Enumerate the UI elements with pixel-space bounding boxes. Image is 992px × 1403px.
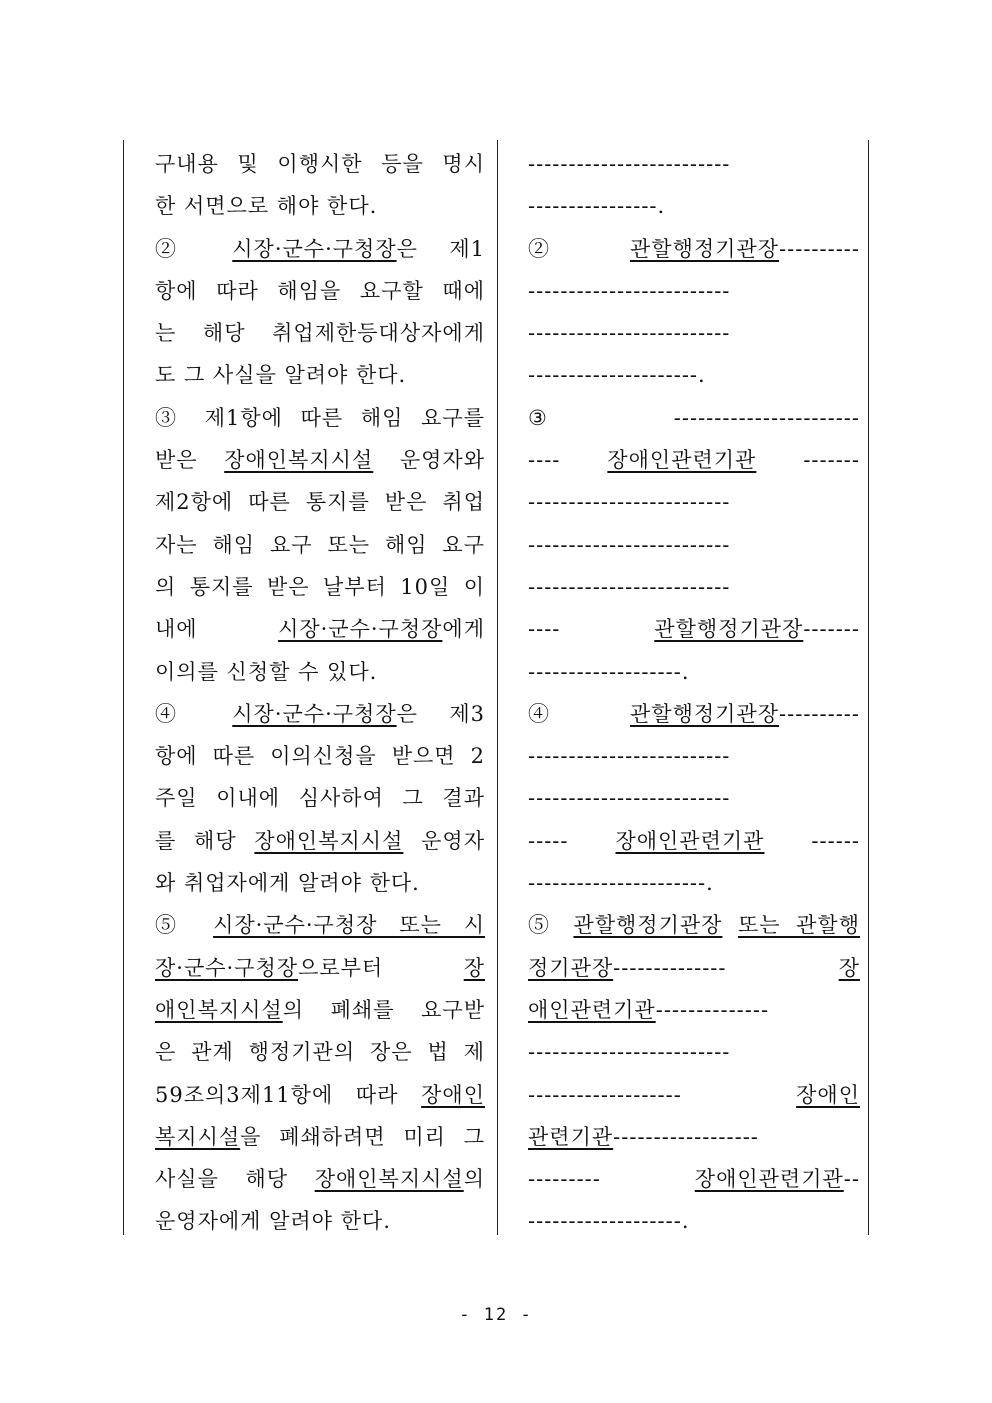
amendment-text-column <box>155 143 485 1243</box>
text-segment: ----------------. <box>528 194 666 219</box>
text-segment: -------------- <box>613 955 839 980</box>
underlined-term: 장·군수·구청장 <box>155 955 299 980</box>
page-number: - 12 - <box>459 1305 533 1325</box>
text-segment: 항에 따른 이의신청을 받으면 2 <box>155 744 485 769</box>
text-segment: ⑤ <box>155 913 214 938</box>
text-segment: ----- <box>528 828 616 853</box>
text-segment: ③ 제1항에 따른 해임 요구를 <box>155 405 485 430</box>
text-line <box>528 693 860 735</box>
text-line <box>528 439 860 481</box>
text-line <box>528 228 860 270</box>
underlined-term: 시장·군수·구청장 <box>232 236 397 261</box>
text-segment: ----------------------. <box>528 871 714 896</box>
text-segment: 한 서면으로 해야 한다. <box>155 194 378 219</box>
text-segment: ④ <box>528 701 631 726</box>
underlined-term: 장 <box>463 955 485 980</box>
left-border-rule <box>123 140 124 1235</box>
text-line <box>155 693 485 735</box>
underlined-term: 애인관련기관 <box>528 997 656 1022</box>
text-segment: 59조의3제11항에 따라 <box>155 1082 422 1107</box>
text-segment: ------------------ <box>613 1124 759 1149</box>
text-line <box>528 1200 860 1242</box>
text-line <box>155 228 485 270</box>
text-line <box>155 608 485 650</box>
text-segment: ------------------------- <box>528 1040 731 1065</box>
text-line <box>155 1200 485 1242</box>
text-segment: --------- <box>528 1167 695 1192</box>
text-line <box>155 862 485 904</box>
text-segment: 사실을 해당 <box>155 1167 315 1192</box>
text-line <box>528 608 860 650</box>
text-segment: ------------------------- <box>528 532 731 557</box>
text-line <box>528 989 860 1031</box>
text-segment: 의 <box>463 1167 485 1192</box>
underlined-term: 장애인복지시설 <box>314 1167 464 1192</box>
text-line <box>528 354 860 396</box>
text-line <box>155 481 485 523</box>
underlined-term: 관할행정기관장 <box>654 617 804 642</box>
text-line <box>155 185 485 227</box>
text-line <box>528 1031 860 1073</box>
text-segment: 내에 <box>155 617 279 642</box>
underlined-term: 시장·군수·구청장 <box>232 701 397 726</box>
underlined-term: 관할행정기관장 <box>630 701 780 726</box>
text-segment: 운영자에게 알려야 한다. <box>155 1209 391 1234</box>
underlined-term: 장애인복지시설 <box>254 828 404 853</box>
text-line <box>155 735 485 777</box>
underlined-term: 관할행정기관장 <box>573 913 723 938</box>
text-line <box>155 354 485 396</box>
underlined-term: 장애인복지시설 <box>224 448 374 473</box>
text-line <box>528 820 860 862</box>
underlined-term: 또는 관할행 <box>738 913 860 938</box>
text-line <box>155 1158 485 1200</box>
text-segment: 는 해당 취업제한등대상자에게 <box>155 321 485 346</box>
text-line <box>155 777 485 819</box>
text-segment <box>722 913 738 937</box>
text-segment: ------------------- <box>528 1082 797 1107</box>
text-segment: 을 폐쇄하려면 미리 그 <box>240 1124 485 1149</box>
text-segment: 도 그 사실을 알려야 한다. <box>155 363 407 388</box>
text-line <box>528 185 860 227</box>
text-segment: 와 취업자에게 알려야 한다. <box>155 871 420 896</box>
text-segment: ---- <box>528 448 608 473</box>
text-segment: 으로부터 <box>298 955 464 980</box>
text-segment: 제2항에 따른 통지를 받은 취업 <box>155 490 485 515</box>
text-segment: 를 해당 <box>155 828 255 853</box>
underlined-term: 장애인관련기관 <box>615 828 765 853</box>
text-segment: 받은 <box>155 448 225 473</box>
text-line <box>528 1158 860 1200</box>
underlined-term: 복지시설 <box>155 1124 241 1149</box>
text-line <box>528 1074 860 1116</box>
text-line <box>155 1116 485 1158</box>
text-segment: ---------- <box>779 701 860 726</box>
text-segment: ------------------------- <box>528 278 731 303</box>
text-segment: ② <box>528 236 631 261</box>
text-segment: ------ <box>764 828 861 853</box>
text-line <box>528 397 860 439</box>
underlined-term: 장 <box>838 955 860 980</box>
text-segment: ---------------------. <box>528 363 706 388</box>
text-line <box>528 651 860 693</box>
text-line <box>155 270 485 312</box>
text-line <box>155 143 485 185</box>
text-segment: -------------------. <box>528 659 690 684</box>
text-segment: 자는 해임 요구 또는 해임 요구 <box>155 532 485 557</box>
underlined-term: 정기관장 <box>528 955 614 980</box>
text-segment: ------------------------- <box>528 490 731 515</box>
text-segment: ② <box>155 236 233 261</box>
text-line <box>528 481 860 523</box>
text-segment: 이의를 신청할 수 있다. <box>155 659 378 684</box>
text-line <box>155 524 485 566</box>
underlined-term: 장애인관련기관 <box>607 448 757 473</box>
text-line <box>155 947 485 989</box>
text-line <box>528 312 860 354</box>
text-line <box>155 1031 485 1073</box>
text-line <box>528 524 860 566</box>
text-line <box>528 1116 860 1158</box>
text-segment: 주일 이내에 심사하여 그 결과 <box>155 786 485 811</box>
text-line <box>528 777 860 819</box>
text-segment: ---------- <box>779 236 860 261</box>
text-line <box>155 397 485 439</box>
text-line <box>528 947 860 989</box>
text-segment: -------------- <box>655 997 770 1022</box>
underlined-term: 시장·군수·구청장 또는 시 <box>213 913 485 938</box>
underlined-term: 장애인 <box>421 1082 485 1107</box>
text-line <box>528 270 860 312</box>
text-segment: ------------------------- <box>528 152 731 176</box>
text-segment: 은 제3 <box>396 701 485 726</box>
underlined-term: 애인복지시설 <box>155 997 283 1022</box>
text-segment: ------- <box>803 617 860 642</box>
text-line <box>155 820 485 862</box>
underlined-term: 관련기관 <box>528 1124 614 1149</box>
text-line <box>155 439 485 481</box>
text-line <box>528 143 860 185</box>
text-line <box>528 904 860 946</box>
text-segment: 에게 <box>442 617 485 642</box>
underlined-term: 장애인 <box>796 1082 860 1107</box>
text-segment: 운영자 <box>403 828 485 853</box>
text-segment: 의 통지를 받은 날부터 10일 이 <box>155 574 485 599</box>
text-segment: ------------------------- <box>528 744 731 769</box>
text-line <box>155 651 485 693</box>
text-segment: 은 제1 <box>396 236 485 261</box>
center-divider-rule <box>497 140 498 1235</box>
text-segment: ⑤ <box>528 913 574 938</box>
revision-text-column <box>528 143 860 1243</box>
text-segment: -- <box>843 1167 860 1192</box>
text-line <box>528 566 860 608</box>
text-segment: 은 관계 행정기관의 장은 법 제 <box>155 1040 485 1065</box>
text-segment: ---- <box>528 617 655 642</box>
text-segment: ------------------------- <box>528 786 731 811</box>
text-line <box>155 312 485 354</box>
text-line <box>155 989 485 1031</box>
text-segment: -------------------. <box>528 1209 690 1234</box>
underlined-term: 장애인관련기관 <box>694 1167 844 1192</box>
text-line <box>528 735 860 777</box>
text-segment: 구내용 및 이행시한 등을 명시 <box>155 152 485 176</box>
text-line <box>155 566 485 608</box>
text-segment: ------------------------- <box>528 321 731 346</box>
text-segment: 항에 따라 해임을 요구할 때에 <box>155 278 485 303</box>
text-line <box>528 862 860 904</box>
right-border-rule <box>868 140 869 1235</box>
text-line <box>155 904 485 946</box>
text-line <box>155 1074 485 1116</box>
text-segment: ------------------------- <box>528 574 731 599</box>
text-segment: ③ ----------------------- <box>528 405 860 430</box>
underlined-term: 시장·군수·구청장 <box>278 617 443 642</box>
text-segment: ④ <box>155 701 233 726</box>
underlined-term: 관할행정기관장 <box>630 236 780 261</box>
text-segment: 운영자와 <box>373 448 485 473</box>
text-segment: 의 폐쇄를 요구받 <box>282 997 485 1022</box>
text-segment: ------- <box>756 448 860 473</box>
